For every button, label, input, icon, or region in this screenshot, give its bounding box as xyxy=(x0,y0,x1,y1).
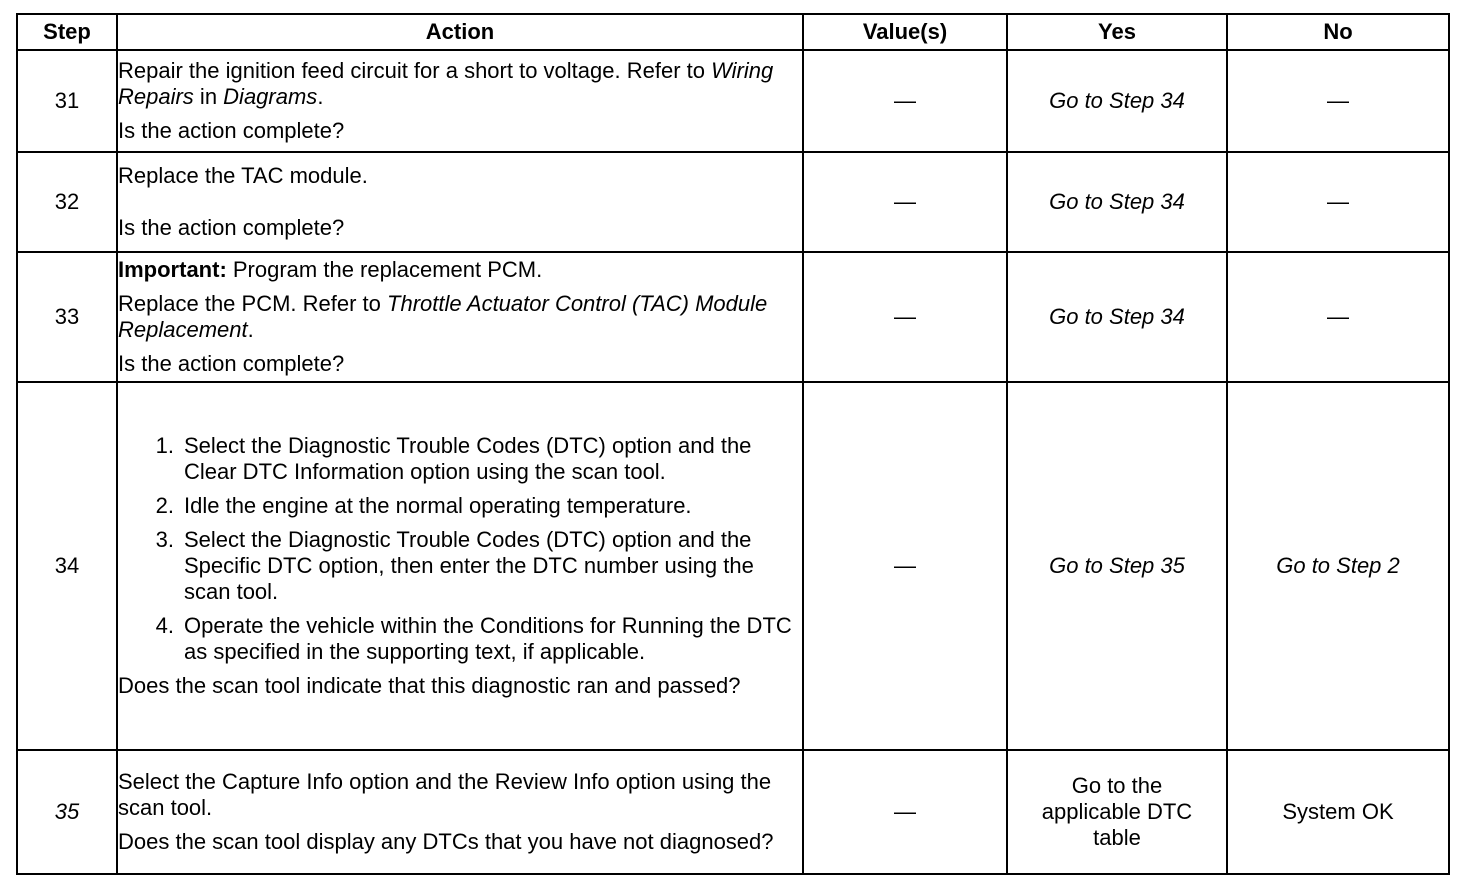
action-question: Is the action complete? xyxy=(118,351,345,376)
action-text: Replace the TAC module. xyxy=(118,163,368,188)
action-text: Select the Capture Info option and the Review Info option using the scan tool. xyxy=(118,769,772,820)
substep-number: 3. xyxy=(155,527,174,552)
action-cell xyxy=(117,50,803,152)
diagrams-reference: Diagrams xyxy=(223,84,318,109)
yes-cell: Go to the applicable DTC table xyxy=(1007,750,1227,874)
step-number: 33 xyxy=(17,252,117,382)
substep-text: Select the Diagnostic Trouble Codes (DTC) option and the Specific DTC option, then enter the DTC number using the scan tool. xyxy=(184,527,754,604)
yes-cell: Go to Step 34 xyxy=(1007,252,1227,382)
diagnostic-table xyxy=(16,13,1450,875)
header-action: Action xyxy=(117,14,803,50)
list-item xyxy=(118,613,802,665)
important-note xyxy=(118,257,802,283)
action-question: Is the action complete? xyxy=(118,215,345,240)
header-no: No xyxy=(1227,14,1449,50)
value-cell: — xyxy=(803,152,1007,252)
no-cell: — xyxy=(1227,152,1449,252)
table-row-31 xyxy=(17,50,1449,152)
action-text-part: . xyxy=(247,317,254,342)
action-text-part: Repair the ignition feed circuit for a short to voltage. Refer to xyxy=(118,58,712,83)
header-row xyxy=(17,14,1449,50)
action-text xyxy=(118,58,802,110)
table-row-32 xyxy=(17,152,1449,252)
step-number: 32 xyxy=(17,152,117,252)
action-question: Does the scan tool display any DTCs that you have not diagnosed? xyxy=(118,829,774,854)
action-question: Does the scan tool indicate that this diagnostic ran and passed? xyxy=(118,673,741,698)
list-item xyxy=(118,527,802,605)
yes-cell: Go to Step 35 xyxy=(1007,382,1227,750)
wiring-repairs-reference: Wiring Repairs xyxy=(118,58,774,109)
list-item xyxy=(118,493,802,519)
action-text-part: in xyxy=(193,84,224,109)
table-row-34 xyxy=(17,382,1449,750)
value-cell: — xyxy=(803,50,1007,152)
value-cell: — xyxy=(803,382,1007,750)
no-cell: — xyxy=(1227,252,1449,382)
yes-cell: Go to Step 34 xyxy=(1007,152,1227,252)
header-yes: Yes xyxy=(1007,14,1227,50)
substep-number: 2. xyxy=(155,493,174,518)
header-step: Step xyxy=(17,14,117,50)
table-row-35 xyxy=(17,750,1449,874)
action-text-part: Replace the PCM. Refer to xyxy=(118,291,388,316)
step-number: 35 xyxy=(17,750,117,874)
step-number: 31 xyxy=(17,50,117,152)
list-item xyxy=(118,433,802,485)
important-text: Program the replacement PCM. xyxy=(226,257,543,282)
header-values: Value(s) xyxy=(803,14,1007,50)
no-cell: Go to Step 2 xyxy=(1227,382,1449,750)
action-cell xyxy=(117,750,803,874)
table-row-33 xyxy=(17,252,1449,382)
substep-text: Idle the engine at the normal operating temperature. xyxy=(184,493,692,518)
table-header xyxy=(17,14,1449,50)
value-cell: — xyxy=(803,750,1007,874)
step-number: 34 xyxy=(17,382,117,750)
tac-module-replacement-reference: Throttle Actuator Control (TAC) Module Replacement xyxy=(118,291,768,342)
substep-number: 4. xyxy=(155,613,174,638)
substep-number: 1. xyxy=(155,433,174,458)
substep-list xyxy=(118,433,802,665)
action-text-part: . xyxy=(317,84,324,109)
substep-text: Select the Diagnostic Trouble Codes (DTC) option and the Clear DTC Information option using the scan tool. xyxy=(184,433,752,484)
action-cell xyxy=(117,382,803,750)
action-cell xyxy=(117,252,803,382)
action-cell xyxy=(117,152,803,252)
no-cell: System OK xyxy=(1227,750,1449,874)
action-text xyxy=(118,291,802,343)
important-label: Important: xyxy=(118,257,227,282)
value-cell: — xyxy=(803,252,1007,382)
action-question: Is the action complete? xyxy=(118,118,345,143)
no-cell: — xyxy=(1227,50,1449,152)
spacer xyxy=(118,189,802,215)
substep-text: Operate the vehicle within the Conditions for Running the DTC as specified in the supporting text, if applicable. xyxy=(184,613,792,664)
yes-cell: Go to Step 34 xyxy=(1007,50,1227,152)
